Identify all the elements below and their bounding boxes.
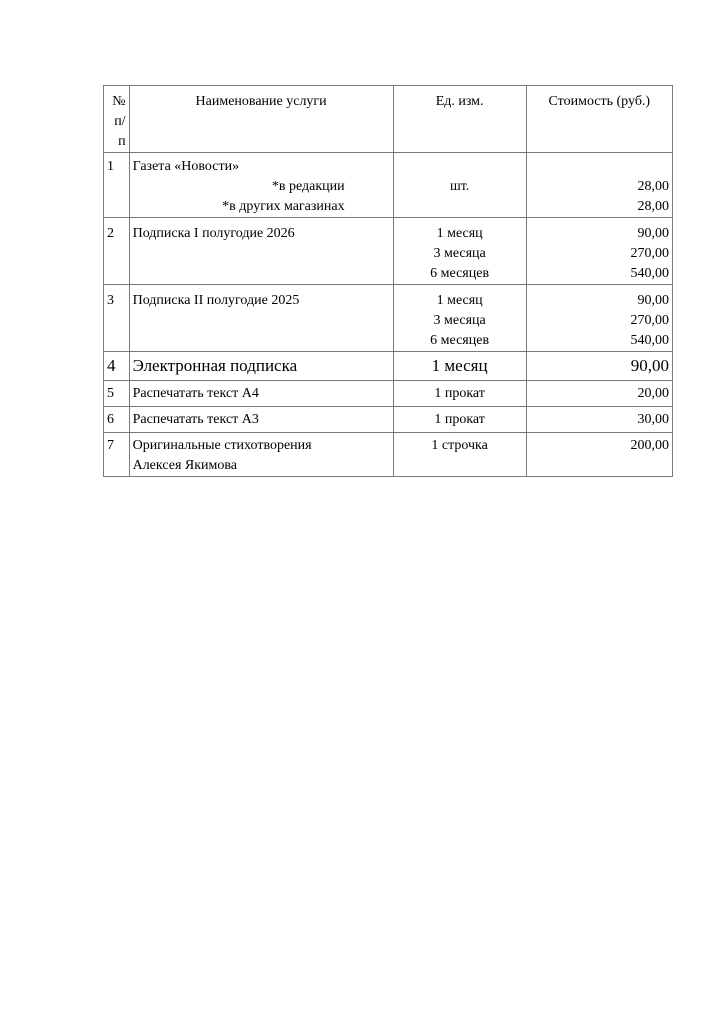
row-number: 4 [104, 352, 130, 381]
service-name-line: Оригинальные стихотворения [132, 438, 312, 453]
row-number: 7 [104, 433, 130, 477]
row-number: 5 [104, 381, 130, 407]
price-table [103, 85, 673, 477]
table-row [104, 285, 673, 352]
cost-value: 90,00 [637, 293, 669, 308]
row-service-name: Подписка I полугодие 2026 [129, 218, 393, 285]
row-service-name [129, 433, 393, 477]
row-service-name [129, 153, 393, 218]
cost-value: 540,00 [630, 333, 669, 348]
unit-text: 3 месяца [433, 313, 486, 328]
row-number: 3 [104, 285, 130, 352]
row-service-name: Электронная подписка [129, 352, 393, 381]
table-header-row [104, 86, 673, 153]
table-row [104, 218, 673, 285]
row-cost [526, 153, 672, 218]
row-cost: 20,00 [526, 381, 672, 407]
row-unit: 1 строчка [393, 433, 526, 477]
row-number: 2 [104, 218, 130, 285]
row-cost [526, 285, 672, 352]
row-cost: 30,00 [526, 407, 672, 433]
row-unit: 1 прокат [393, 407, 526, 433]
table-row [104, 381, 673, 407]
cost-value: 28,00 [637, 199, 669, 214]
row-cost [526, 218, 672, 285]
row-unit [393, 285, 526, 352]
cost-value: 90,00 [637, 226, 669, 241]
row-service-name: Подписка II полугодие 2025 [129, 285, 393, 352]
service-name-text: Газета «Новости» [132, 159, 240, 174]
cost-value: 28,00 [637, 179, 669, 194]
row-service-name: Распечатать текст А4 [129, 381, 393, 407]
cost-value: 270,00 [630, 313, 669, 328]
row-unit: 1 месяц [393, 352, 526, 381]
row-unit [393, 218, 526, 285]
row-cost: 200,00 [526, 433, 672, 477]
header-service-name: Наименование услуги [129, 86, 393, 153]
unit-text: 6 месяцев [430, 266, 490, 281]
cost-value: 270,00 [630, 246, 669, 261]
header-number [104, 86, 130, 153]
table-row [104, 153, 673, 218]
unit-text: 1 месяц [436, 226, 483, 241]
unit-text: 6 месяцев [430, 333, 490, 348]
header-number-line2: п/п [114, 114, 126, 149]
table-row [104, 407, 673, 433]
service-name-line: Алексея Якимова [132, 458, 238, 473]
header-cost: Стоимость (руб.) [526, 86, 672, 153]
unit-text: 3 месяца [433, 246, 486, 261]
row-number: 6 [104, 407, 130, 433]
table-row [104, 352, 673, 381]
service-sub-item: *в редакции [271, 179, 345, 194]
unit-text: 1 месяц [436, 293, 483, 308]
cost-value: 540,00 [630, 266, 669, 281]
unit-text: шт. [449, 179, 470, 194]
row-cost: 90,00 [526, 352, 672, 381]
row-unit [393, 153, 526, 218]
row-unit: 1 прокат [393, 381, 526, 407]
row-number: 1 [104, 153, 130, 218]
header-unit: Ед. изм. [393, 86, 526, 153]
row-service-name: Распечатать текст А3 [129, 407, 393, 433]
service-sub-item: *в других магазинах [222, 199, 345, 214]
header-number-line1: № [112, 94, 126, 109]
table-row [104, 433, 673, 477]
